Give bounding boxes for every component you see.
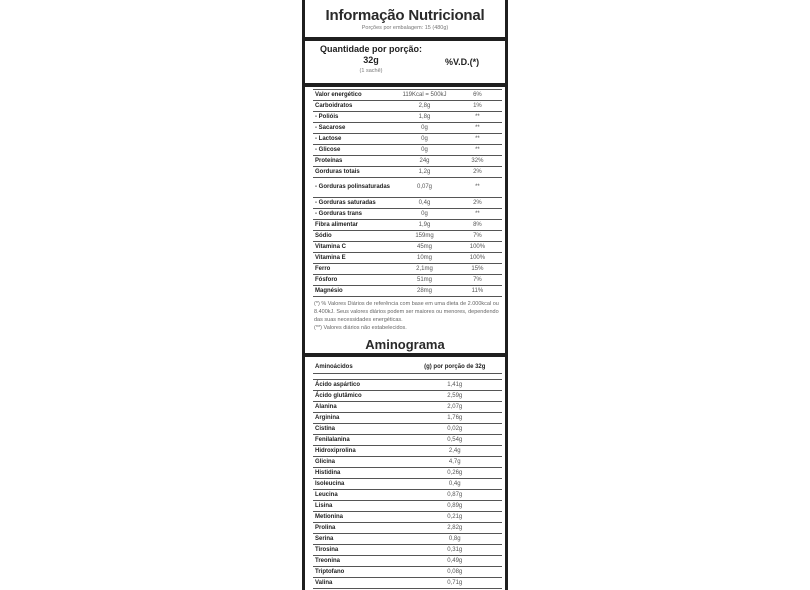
nutrient-name: Ferro (313, 264, 396, 275)
nutrient-daily-value: ** (453, 178, 502, 198)
nutrition-label-panel (302, 0, 508, 590)
nutrient-daily-value: 11% (453, 286, 502, 297)
aminogram-row (313, 457, 502, 468)
daily-value-header: %V.D.(*) (445, 57, 480, 67)
nutrient-quantity: 10mg (396, 253, 453, 264)
amino-acid-quantity: 1,76g (408, 413, 503, 424)
amino-acid-quantity: 0,8g (408, 534, 503, 545)
amino-acid-quantity: 2,07g (408, 402, 503, 413)
nutrient-daily-value: ** (453, 112, 502, 123)
aminogram-row (313, 534, 502, 545)
quantity-header (311, 44, 431, 77)
nutrition-row (313, 242, 502, 253)
amino-acid-name: Arginina (313, 413, 408, 424)
aminogram-row (313, 578, 502, 589)
nutrient-quantity: 119Kcal = 500kJ (396, 90, 453, 101)
divider-bar-aminogram (305, 353, 505, 357)
divider-bar-header (305, 83, 505, 87)
nutrition-row (313, 264, 502, 275)
nutrient-name: Carboidratos (313, 101, 396, 112)
nutrient-quantity: 28mg (396, 286, 453, 297)
amino-acid-name: Tirosina (313, 545, 408, 556)
amino-acid-quantity: 0,49g (408, 556, 503, 567)
nutrient-name: Fibra alimentar (313, 220, 396, 231)
aminogram-row (313, 380, 502, 391)
amino-acid-quantity: 0,26g (408, 468, 503, 479)
amino-acid-name: Leucina (313, 490, 408, 501)
aminogram-row (313, 413, 502, 424)
amino-acid-quantity: 0,87g (408, 490, 503, 501)
nutrient-name: Valor energético (313, 90, 396, 101)
aminogram-title: Aminograma (365, 337, 445, 352)
nutrient-quantity: 45mg (396, 242, 453, 253)
nutrient-daily-value: 7% (453, 275, 502, 286)
amino-acid-name: Fenilalanina (313, 435, 408, 446)
nutrition-row (313, 112, 502, 123)
aminogram-row (313, 446, 502, 457)
aminogram-row (313, 490, 502, 501)
nutrient-name: Proteínas (313, 156, 396, 167)
amino-acid-quantity: 1,41g (408, 380, 503, 391)
quantity-header-label: Quantidade por porção: (319, 44, 422, 54)
nutrition-row (313, 134, 502, 145)
aminogram-row (313, 402, 502, 413)
aminogram-col-qty: (g) por porção de 32g (408, 361, 503, 374)
nutrient-daily-value: 2% (453, 167, 502, 178)
amino-acid-name: Prolina (313, 523, 408, 534)
aminogram-header-row (313, 361, 502, 374)
nutrition-row (313, 198, 502, 209)
nutrient-quantity: 0,4g (396, 198, 453, 209)
amino-acid-quantity: 0,08g (408, 567, 503, 578)
aminogram-col-name: Aminoácidos (313, 361, 408, 374)
nutrition-table (313, 89, 502, 297)
nutrient-daily-value: 15% (453, 264, 502, 275)
amino-acid-quantity: 0,4g (408, 479, 503, 490)
amino-acid-name: Triptofano (313, 567, 408, 578)
aminogram-row (313, 424, 502, 435)
nutrition-label-sheet (305, 0, 505, 590)
nutrient-quantity: 2,8g (396, 101, 453, 112)
divider-bar-top (305, 37, 505, 41)
aminogram-row (313, 567, 502, 578)
footnote-daily-values: (*) % Valores Diários de referência com base em uma dieta de 2.000kcal ou 8.400kJ. Seus valores diários podem ser maiores ou menores, dependendo das suas necessidades energéticas. (314, 301, 499, 323)
nutrient-daily-value: 6% (453, 90, 502, 101)
nutrient-daily-value: 100% (453, 242, 502, 253)
nutrient-quantity: 1,9g (396, 220, 453, 231)
nutrition-row (313, 123, 502, 134)
amino-acid-name: Histidina (313, 468, 408, 479)
nutrient-quantity: 1,2g (396, 167, 453, 178)
nutrient-name: Magnésio (313, 286, 396, 297)
nutrient-name: - Lactose (313, 134, 396, 145)
amino-acid-quantity: 0,21g (408, 512, 503, 523)
nutrition-footnotes (314, 300, 502, 332)
amino-acid-name: Serina (313, 534, 408, 545)
nutrition-row (313, 90, 502, 101)
aminogram-row (313, 545, 502, 556)
nutrient-name: Sódio (313, 231, 396, 242)
amino-acid-quantity: 0,31g (408, 545, 503, 556)
nutrient-quantity: 0,07g (396, 178, 453, 198)
nutrient-daily-value: 32% (453, 156, 502, 167)
amino-acid-quantity: 0,89g (408, 501, 503, 512)
amino-acid-name: Ácido glutâmico (313, 391, 408, 402)
nutrient-daily-value: 1% (453, 101, 502, 112)
amino-acid-name: Isoleucina (313, 479, 408, 490)
amino-acid-quantity: 2,4g (408, 446, 503, 457)
servings-per-package: Porções por embalagem: 15 (480g) (361, 25, 449, 31)
nutrient-daily-value: 7% (453, 231, 502, 242)
amino-acid-quantity: 0,02g (408, 424, 503, 435)
nutrition-row (313, 253, 502, 264)
amino-acid-name: Metionina (313, 512, 408, 523)
aminogram-row (313, 479, 502, 490)
aminogram-row (313, 468, 502, 479)
nutrient-name: - Glicose (313, 145, 396, 156)
amino-acid-name: Hidroxiprolina (313, 446, 408, 457)
nutrient-quantity: 0g (396, 209, 453, 220)
nutrient-quantity: 0g (396, 134, 453, 145)
nutrient-daily-value: ** (453, 209, 502, 220)
nutrient-name: Gorduras totais (313, 167, 396, 178)
nutrition-row (313, 286, 502, 297)
aminogram-row (313, 523, 502, 534)
nutrient-quantity: 0g (396, 145, 453, 156)
nutrition-row (313, 156, 502, 167)
nutrient-daily-value: ** (453, 123, 502, 134)
portion-size: 32g (363, 55, 379, 65)
nutrient-name: - Gorduras polinsaturadas (313, 178, 396, 198)
nutrient-name: Vitamina E (313, 253, 396, 264)
aminogram-row (313, 512, 502, 523)
amino-acid-name: Cistina (313, 424, 408, 435)
nutrition-row (313, 178, 502, 198)
amino-acid-name: Alanina (313, 402, 408, 413)
amino-acid-quantity: 4,7g (408, 457, 503, 468)
nutrition-row (313, 220, 502, 231)
nutrient-quantity: 51mg (396, 275, 453, 286)
nutrient-quantity: 24g (396, 156, 453, 167)
amino-acid-name: Ácido aspártico (313, 380, 408, 391)
amino-acid-name: Valina (313, 578, 408, 589)
nutrient-daily-value: 100% (453, 253, 502, 264)
nutrition-row (313, 209, 502, 220)
portion-note: (1 sachê) (359, 68, 383, 74)
nutrient-name: Fósforo (313, 275, 396, 286)
nutrient-daily-value: ** (453, 134, 502, 145)
nutrient-daily-value: ** (453, 145, 502, 156)
nutrient-name: Vitamina C (313, 242, 396, 253)
nutrition-row (313, 145, 502, 156)
aminogram-row (313, 391, 502, 402)
amino-acid-quantity: 2,82g (408, 523, 503, 534)
nutrient-name: - Gorduras saturadas (313, 198, 396, 209)
nutrient-daily-value: 8% (453, 220, 502, 231)
amino-acid-quantity: 2,59g (408, 391, 503, 402)
footnote-not-established: (**) Valores diários não estabelecidos. (314, 325, 407, 331)
nutrient-quantity: 1,8g (396, 112, 453, 123)
amino-acid-name: Glicina (313, 457, 408, 468)
amino-acid-name: Lisina (313, 501, 408, 512)
nutrition-row (313, 101, 502, 112)
amino-acid-name: Treonina (313, 556, 408, 567)
nutrient-name: - Sacarose (313, 123, 396, 134)
aminogram-table (313, 361, 502, 589)
nutrient-quantity: 159mg (396, 231, 453, 242)
nutrition-row (313, 275, 502, 286)
nutrition-title: Informação Nutricional (325, 7, 485, 24)
aminogram-row (313, 435, 502, 446)
nutrient-quantity: 2,1mg (396, 264, 453, 275)
aminogram-row (313, 501, 502, 512)
nutrient-daily-value: 2% (453, 198, 502, 209)
nutrition-row (313, 231, 502, 242)
aminogram-row (313, 556, 502, 567)
amino-acid-quantity: 0,71g (408, 578, 503, 589)
nutrient-name: - Polióis (313, 112, 396, 123)
amino-acid-quantity: 0,54g (408, 435, 503, 446)
nutrient-quantity: 0g (396, 123, 453, 134)
nutrient-name: - Gorduras trans (313, 209, 396, 220)
nutrition-row (313, 167, 502, 178)
